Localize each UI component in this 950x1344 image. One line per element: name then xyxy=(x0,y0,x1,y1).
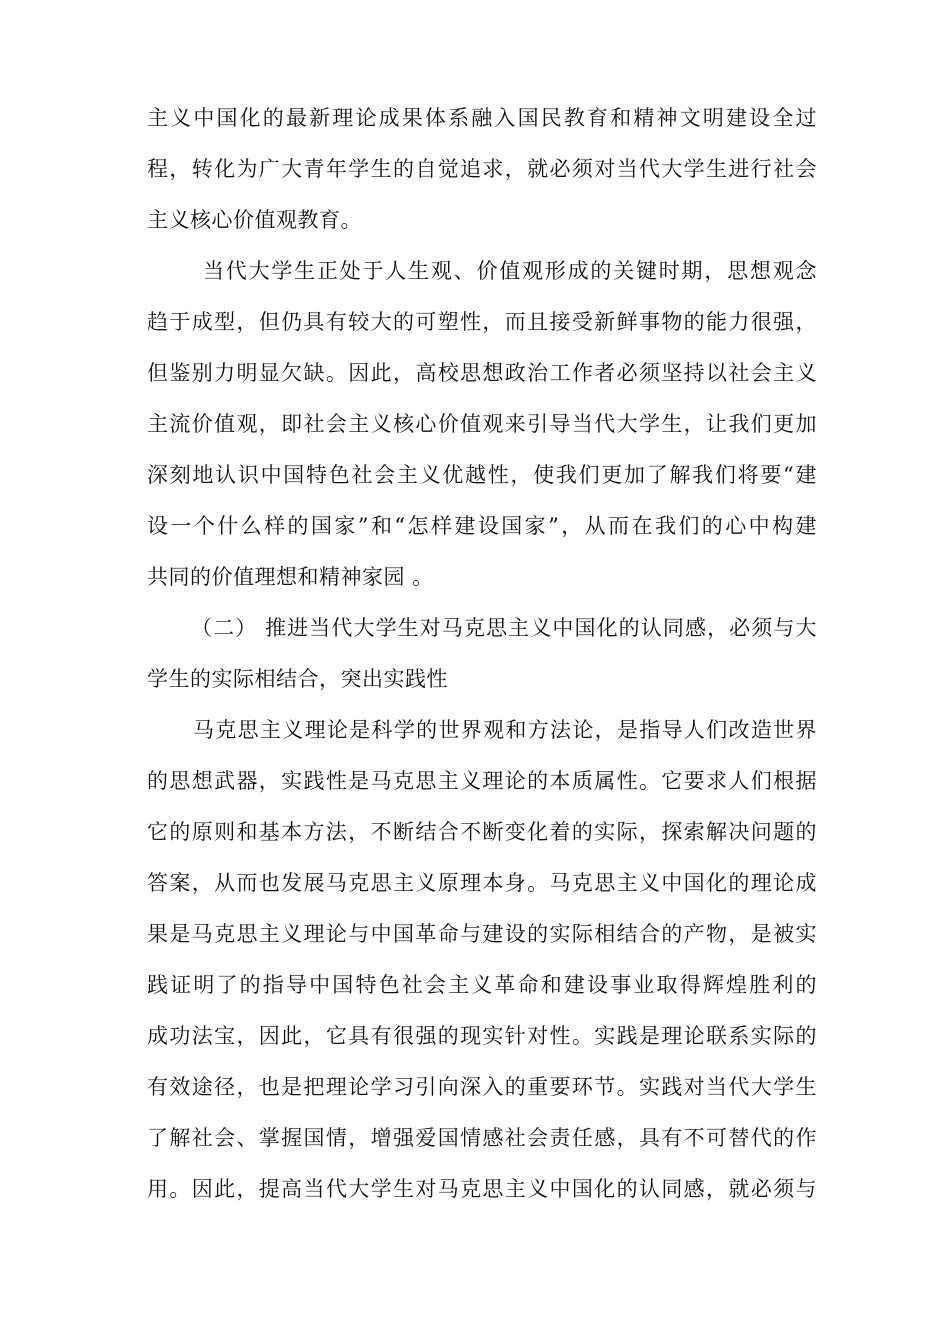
text-line: 主流价值观，即社会主义核心价值观来引导当代大学生，让我们更加 xyxy=(147,412,817,436)
text-line: 程，转化为广大青年学生的自觉追求，就必须对当代大学生进行社会 xyxy=(147,157,817,181)
text-line: 但鉴别力明显欠缺。因此，高校思想政治工作者必须坚持以社会主义 xyxy=(147,361,817,385)
paragraph-2 xyxy=(147,246,817,603)
text-line: 它的原则和基本方法，不断结合不断变化着的实际，探索解决问题的 xyxy=(147,820,817,844)
text-line: 用。因此，提高当代大学生对马克思主义中国化的认同感，就必须与 xyxy=(147,1177,817,1201)
text-line: 趋于成型，但仍具有较大的可塑性，而且接受新鲜事物的能力很强， xyxy=(147,310,817,334)
text-line: 答案，从而也发展马克思主义原理本身。马克思主义中国化的理论成 xyxy=(147,871,817,895)
text-line: （二） 推进当代大学生对马克思主义中国化的认同感，必须与大 xyxy=(191,616,817,640)
section-heading xyxy=(147,603,817,705)
text-line: 主义核心价值观教育。 xyxy=(147,208,362,232)
text-line: 的思想武器，实践性是马克思主义理论的本质属性。它要求人们根据 xyxy=(147,769,817,793)
text-line: 践证明了的指导中国特色社会主义革命和建设事业取得辉煌胜利的 xyxy=(147,973,817,997)
text-line: 马克思主义理论是科学的世界观和方法论，是指导人们改造世界 xyxy=(193,718,817,742)
text-line: 学生的实际相结合，突出实践性 xyxy=(147,667,448,691)
text-line: 设一个什么样的国家”和“怎样建设国家”，从而在我们的心中构建 xyxy=(147,514,817,538)
paragraph-1 xyxy=(147,93,817,246)
text-line: 了解社会、掌握国情，增强爱国情感社会责任感，具有不可替代的作 xyxy=(147,1126,817,1150)
text-line: 深刻地认识中国特色社会主义优越性，使我们更加了解我们将要“建 xyxy=(147,463,817,487)
text-line: 果是马克思主义理论与中国革命与建设的实际相结合的产物，是被实 xyxy=(147,922,817,946)
text-line: 有效途径，也是把理论学习引向深入的重要环节。实践对当代大学生 xyxy=(147,1075,817,1099)
paragraph-4 xyxy=(147,705,817,1215)
text-line: 成功法宝，因此，它具有很强的现实针对性。实践是理论联系实际的 xyxy=(147,1024,817,1048)
document-body xyxy=(147,93,817,1215)
text-line: 共同的价值理想和精神家园 。 xyxy=(147,565,434,589)
text-line: 当代大学生正处于人生观、价值观形成的关键时期，思想观念 xyxy=(203,259,817,283)
text-line: 主义中国化的最新理论成果体系融入国民教育和精神文明建设全过 xyxy=(147,106,817,130)
